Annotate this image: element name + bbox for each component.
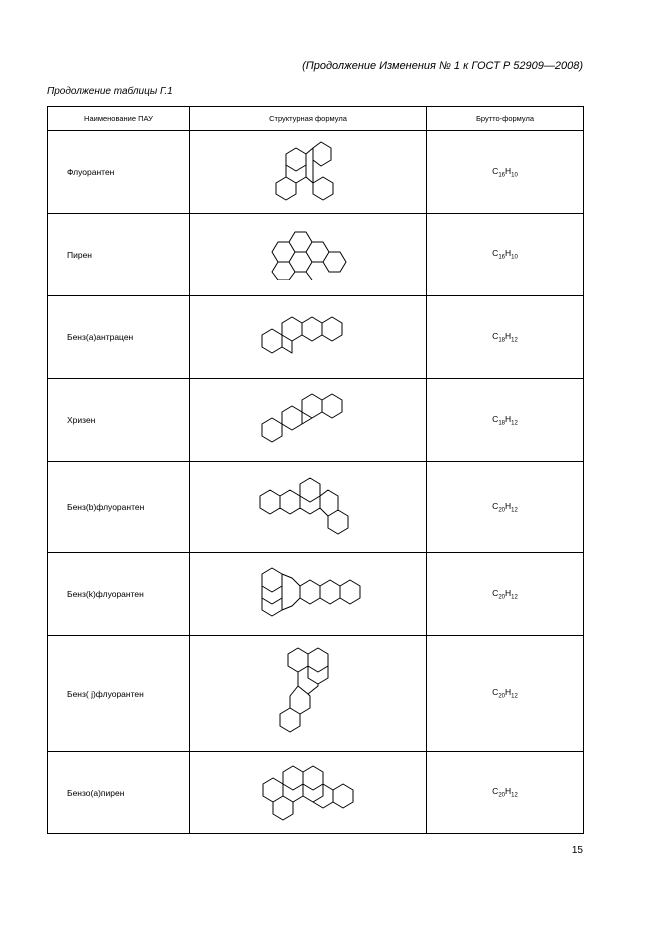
table-row [48,636,584,752]
table-row [48,553,584,636]
benzo-b-fluoranthene-structure-icon [252,474,364,540]
table-row [48,462,584,553]
benzo-j-fluoranthene-structure-icon [272,646,344,742]
table-row [48,296,584,379]
page-number: 15 [571,845,583,856]
document-header: (Продолжение Изменения № 1 к ГОСТ Р 52909—2008) [302,60,583,72]
table-row [48,752,584,834]
structure-cell [190,553,427,636]
compound-name: Флуорантен [48,131,190,214]
molecular-formula: $C_{16}H_{10}$ [427,214,584,296]
structure-cell [190,131,427,214]
column-header-formula: Брутто-формула [427,107,584,131]
compound-name: Бенз(а)антрацен [48,296,190,379]
molecular-formula: $C_{16}H_{10}$ [427,131,584,214]
benzo-a-pyrene-structure-icon [253,762,363,824]
table-caption: Продолжение таблицы Г.1 [47,86,173,97]
benz-a-anthracene-structure-icon [256,309,360,365]
compound-name: Пирен [48,214,190,296]
table-header-row [48,107,584,131]
pah-table [47,106,584,834]
pyrene-structure-icon [266,230,350,280]
chrysene-structure-icon [256,392,360,448]
structure-cell [190,296,427,379]
molecular-formula: $C_{20}H_{12}$ [427,636,584,752]
structure-cell [190,636,427,752]
structure-cell [190,752,427,834]
column-header-name: Наименование ПАУ [48,107,190,131]
molecular-formula: $C_{18}H_{12}$ [427,379,584,462]
column-header-structure: Структурная формула [190,107,427,131]
benzo-k-fluoranthene-structure-icon [252,564,364,624]
molecular-formula: $C_{18}H_{12}$ [427,296,584,379]
table-row [48,131,584,214]
structure-cell [190,214,427,296]
table-row [48,214,584,296]
structure-cell [190,379,427,462]
molecular-formula: $C_{20}H_{12}$ [427,462,584,553]
fluoranthene-structure-icon [263,140,353,204]
molecular-formula: $C_{20}H_{12}$ [427,752,584,834]
compound-name: Бенз(k)флуорантен [48,553,190,636]
table-row [48,379,584,462]
molecular-formula: $C_{20}H_{12}$ [427,553,584,636]
compound-name: Бенз( j)флуорантен [48,636,190,752]
compound-name: Бенз(b)флуорантен [48,462,190,553]
compound-name: Бензо(а)пирен [48,752,190,834]
compound-name: Хризен [48,379,190,462]
structure-cell [190,462,427,553]
